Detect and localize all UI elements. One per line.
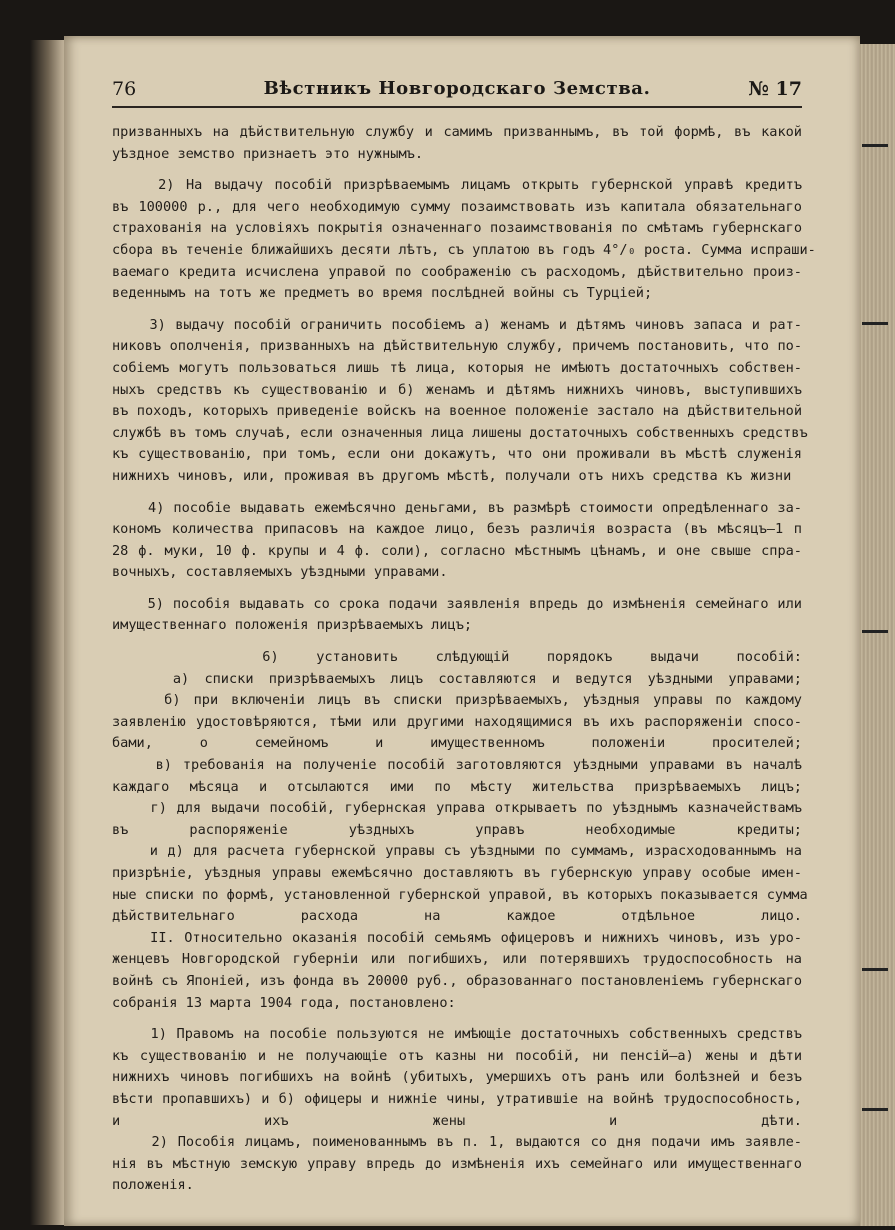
- text-line: и д) для расчета губернской управы съ уѣздными по суммамъ, израсходованнымъ на: [112, 843, 802, 860]
- text-line: в) требованія на полученіе пособій заготовляются уѣздными управами въ началѣ: [112, 757, 802, 774]
- text-line: ные списки по формѣ, установленной губернской управой, въ которыхъ показывается сумма: [112, 886, 808, 903]
- paragraph: [112, 1024, 802, 1197]
- paragraph: [112, 647, 808, 1014]
- text-line: 2) Пособія лицамъ, поименованнымъ въ п. 1, выдаются со дня подачи имъ заявле-: [112, 1134, 802, 1151]
- text-line: бами, о семейномъ и имущественномъ положеніи просителей;: [112, 735, 802, 752]
- text-line: службѣ въ томъ случаѣ, если означенныя лица лишены достаточныхъ собственныхъ средствъ: [112, 424, 808, 441]
- text-line: а) списки призрѣваемыхъ лицъ составляются и ведутся уѣздными управами;: [112, 670, 802, 687]
- paragraph: [112, 498, 802, 584]
- text-line: нижнихъ чиновъ погибшихъ на войнѣ (убитыхъ, умершихъ отъ ранъ или болѣзней и безъ: [112, 1069, 802, 1086]
- text-line: призванныхъ на дѣйствительную службу и самимъ призваннымъ, въ той формѣ, въ какой: [112, 124, 802, 140]
- text-line: нижнихъ чиновъ, или, проживая въ другомъ мѣстѣ, получали отъ нихъ средства къ жизни: [112, 467, 792, 484]
- text-line: нія въ мѣстную земскую управу впредь до измѣненія ихъ семейнаго или имущественнаго: [112, 1155, 802, 1172]
- page-tab-mark: [862, 144, 888, 147]
- text-line: въ распоряженіе уѣздныхъ управъ необходимые кредиты;: [112, 821, 802, 838]
- paragraph-gap: [112, 165, 802, 175]
- text-line: 1) Правомъ на пособіе пользуются не имѣющіе достаточныхъ собственныхъ средствъ: [112, 1026, 802, 1043]
- issue-number: № 17: [748, 78, 802, 100]
- text-line: положенія.: [112, 1177, 194, 1194]
- text-line: вочныхъ, составляемыхъ уѣздными управами.: [112, 564, 448, 581]
- paragraph: [112, 594, 802, 637]
- text-line: въ 100000 р., для чего необходимую сумму позаимствовать изъ капитала обязательнаго: [112, 198, 802, 215]
- text-line: собіемъ могутъ пользоваться лишь тѣ лица, которыя не имѣютъ достаточныхъ собствен-: [112, 359, 802, 376]
- paragraph-gap: [112, 637, 802, 647]
- paragraph: [112, 175, 816, 305]
- text-line: уѣздное земство признаетъ это нужнымъ.: [112, 145, 423, 162]
- text-line: собранія 13 марта 1904 года, постановлено:: [112, 994, 456, 1011]
- text-line: въ походъ, которыхъ приведеніе войскъ на военное положеніе застало на дѣйствительной: [112, 403, 802, 420]
- text-line: вѣсти пропавшихъ) и б) офицеры и нижніе чины, утратившіе на войнѣ трудоспособность,: [112, 1090, 802, 1107]
- text-line: г) для выдачи пособій, губернская управа открываетъ по уѣзднымъ казначействамъ: [112, 800, 802, 817]
- page-tab-mark: [862, 630, 888, 633]
- paragraph-gap: [112, 584, 802, 594]
- page-tab-mark: [862, 968, 888, 971]
- text-line: 6) установить слѣдующій порядокъ выдачи пособій:: [112, 649, 802, 666]
- text-line: ныхъ средствъ къ существованію и б) женамъ и дѣтямъ нижнихъ чиновъ, выступившихъ: [112, 381, 802, 398]
- text-line: 5) пособія выдавать со срока подачи заявленія впредь до измѣненія семейнаго или: [112, 595, 802, 612]
- text-line: 4) пособіе выдавать ежемѣсячно деньгами, въ размѣрѣ стоимости опредѣленнаго за-: [112, 499, 802, 516]
- text-line: къ существованію, при томъ, если они докажутъ, что они проживали въ мѣстѣ служенія: [112, 446, 802, 463]
- text-line: имущественнаго положенія призрѣваемыхъ лицъ;: [112, 617, 473, 634]
- page-tab-mark: [862, 322, 888, 325]
- text-line: кономъ количества припасовъ на каждое лицо, безъ различія возраста (въ мѣсяцъ—1 п: [112, 521, 802, 538]
- text-line: страхованія на условіяхъ покрытія означеннаго позаимствованія по смѣтамъ губернскаго: [112, 220, 802, 237]
- paragraph-gap: [112, 305, 802, 315]
- page-number: 76: [112, 78, 137, 100]
- paragraph-gap: [112, 488, 802, 498]
- text-line: никовъ ополченія, призванныхъ на дѣйствительную службу, причемъ постановить, что по-: [112, 338, 802, 355]
- text-line: каждаго мѣсяца и отсылаются ими по мѣсту жительства призрѣваемыхъ лицъ;: [112, 778, 802, 795]
- text-line: сбора въ теченіе ближайшихъ десяти лѣтъ, съ уплатою въ годъ 4°/₀ роста. Сумма испраши-: [112, 241, 816, 258]
- paragraph: [112, 315, 808, 488]
- text-line: 28 ф. муки, 10 ф. крупы и 4 ф. соли), согласно мѣстнымъ цѣнамъ, и оне свыше спра-: [112, 542, 802, 559]
- text-line: и ихъ жены и дѣти.: [112, 1112, 802, 1129]
- text-line: заявленію удостовѣряются, тѣми или другими находящимися въ ихъ распоряженіи спосо-: [112, 713, 802, 730]
- text-line: войнѣ съ Японіей, изъ фонда въ 20000 руб., образованнаго постановленіемъ губернскаго: [112, 972, 802, 989]
- document-page: [64, 36, 860, 1226]
- text-line: веденнымъ на тотъ же предметъ во время послѣдней войны съ Турціей;: [112, 285, 653, 302]
- running-header: [112, 76, 802, 108]
- page-stack-edge: [858, 44, 895, 1226]
- text-line: женцевъ Новгородской губерніи или погибшихъ, или потерявшихъ трудоспособность на: [112, 951, 802, 968]
- text-line: б) при включеніи лицъ въ списки призрѣваемыхъ, уѣздныя управы по каждому: [112, 692, 802, 709]
- paragraph-gap: [112, 1014, 802, 1024]
- text-line: къ существованію и не получающіе отъ казны ни пособій, ни пенсій—а) жены и дѣти: [112, 1047, 802, 1064]
- text-line: дѣйствительнаго расхода на каждое отдѣльное лицо.: [112, 908, 802, 925]
- text-line: ваемаго кредита исчислена управой по соображенію съ расходомъ, дѣйствительно произ-: [112, 263, 802, 280]
- paragraph: [112, 122, 802, 165]
- journal-title: Вѣстникъ Новгородскаго Земства.: [263, 78, 651, 99]
- page-body-text: [112, 122, 816, 1197]
- text-line: II. Относительно оказанія пособій семьямъ офицеровъ и нижнихъ чиновъ, изъ уро-: [112, 929, 802, 946]
- text-line: 2) На выдачу пособій призрѣваемымъ лицамъ открыть губернской управѣ кредитъ: [112, 177, 802, 194]
- page-tab-mark: [862, 1108, 888, 1111]
- text-line: призрѣніе, уѣздныя управы ежемѣсячно доставляютъ въ губернскую управу особые имен-: [112, 865, 802, 881]
- text-line: 3) выдачу пособій ограничить пособіемъ а) женамъ и дѣтямъ чиновъ запаса и рат-: [112, 316, 802, 333]
